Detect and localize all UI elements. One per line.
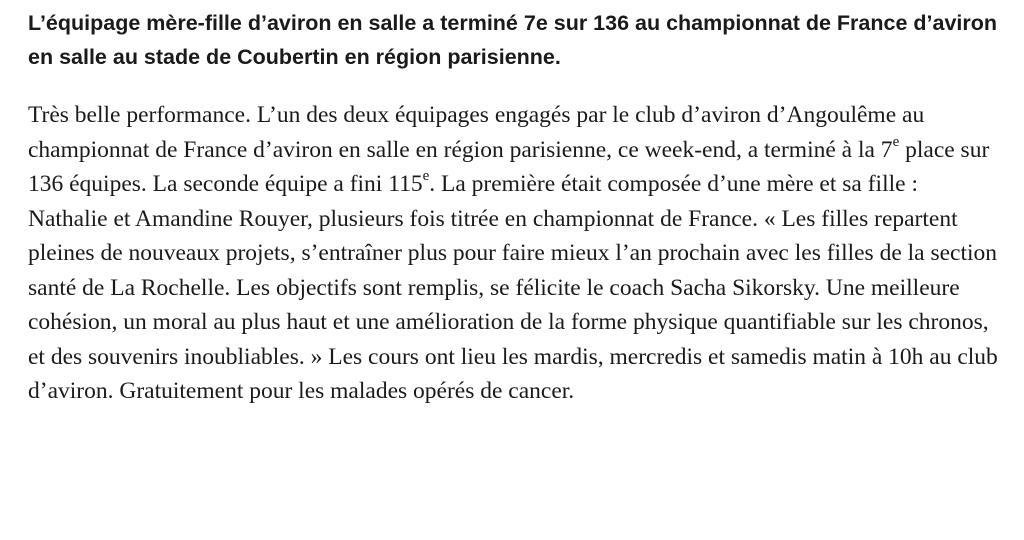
article-body-part-3: . La première était composée d’une mère et sa fille : Nathalie et Amandine Rouyer, plusieurs fois titrée en championnat de France. « Les filles repartent pleines de nouveaux projets, s’entraîner plus pour faire mieux l’an prochain avec les filles de la section santé de La Rochelle. Les objectifs sont remplis, se félicite le coach Sacha Sikorsky. Une meilleure cohésion, un moral au plus haut et une amélioration de la forme physique quantifiable sur les chronos, et des souvenirs inoubliables. » Les cours ont lieu les mardis, mercredis et samedis matin à 10h au club d’aviron. Gratuitement pour les malades opérés de cancer. (28, 171, 998, 404)
ordinal-suffix-7th: e (892, 133, 900, 150)
article-body-part-2: place sur 136 équipes. La seconde équipe a fini 115 (28, 136, 990, 197)
article-body-part-1: Très belle performance. L’un des deux équipages engagés par le club d’aviron d’Angoulême au championnat de France d’aviron en salle en région parisienne, ce week-end, a terminé à la 7 (28, 102, 925, 163)
ordinal-suffix-115th: e (422, 168, 430, 185)
article-body (28, 98, 1003, 409)
article-lead: L’équipage mère-fille d’aviron en salle a terminé 7e sur 136 au championnat de France d’aviron en salle au stade de Coubertin en région parisienne. (28, 11, 998, 69)
article (28, 6, 1003, 409)
